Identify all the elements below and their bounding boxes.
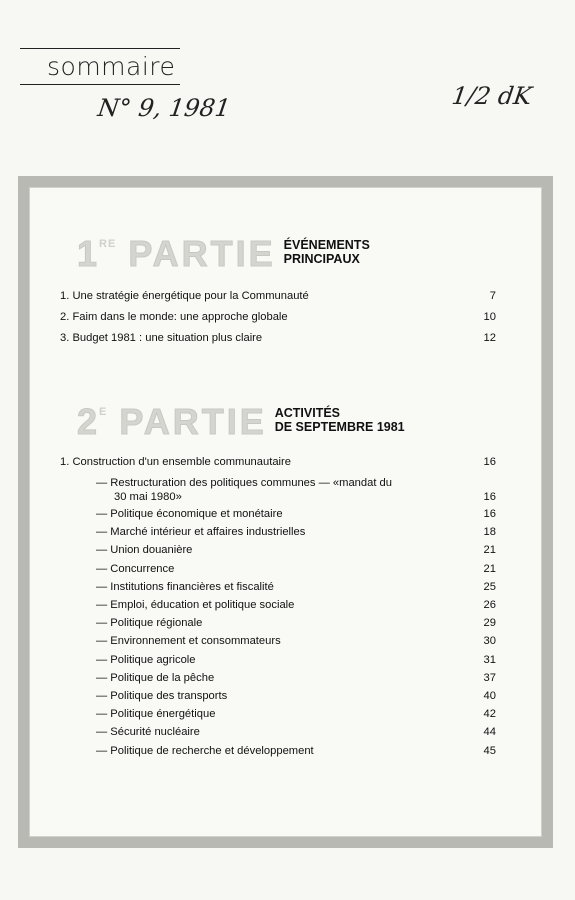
toc-entry-page: 40 xyxy=(483,690,496,702)
toc-section-page: 16 xyxy=(483,456,496,468)
part1-word: PARTIE xyxy=(128,233,276,274)
toc-section-label: 1. Construction d'un ensemble communautaire xyxy=(60,456,291,468)
toc-entry-label: — Politique régionale xyxy=(96,617,203,630)
toc-entry-page: 31 xyxy=(483,653,496,666)
toc-entry-page: 45 xyxy=(483,744,496,757)
toc-entry-label: — Politique agricole xyxy=(96,653,196,666)
toc-entry-label: — Politique économique et monétaire xyxy=(96,508,283,520)
toc-entry-page: 12 xyxy=(483,332,496,344)
header-bottom-rule xyxy=(20,84,180,85)
toc-entry-page: 42 xyxy=(483,708,496,721)
toc-entry-page: 21 xyxy=(483,544,496,557)
part2-word: PARTIE xyxy=(119,401,267,442)
part1-subtitle-line1: ÉVÉNEMENTS xyxy=(283,238,370,252)
part2-number: 2 xyxy=(77,401,98,442)
part2-subtitle xyxy=(275,407,405,434)
part1-heading xyxy=(77,233,370,274)
header-top-rule xyxy=(20,48,180,49)
toc-entry-page: 18 xyxy=(483,526,496,539)
part2-subtitle-line1: ACTIVITÉS xyxy=(274,406,341,420)
handwritten-reference-note: 1/2 dK xyxy=(450,82,534,110)
toc-entry-page: 37 xyxy=(483,671,496,684)
part2-subtitle-line2: DE SEPTEMBRE 1981 xyxy=(274,419,405,434)
toc-entry-page: 44 xyxy=(483,726,496,739)
toc-entry-label: — Politique énergétique xyxy=(96,708,216,721)
toc-entry-page: 7 xyxy=(489,290,496,302)
part2-ordinal-suffix: E xyxy=(99,406,108,418)
toc-entry-page: 29 xyxy=(483,617,496,630)
toc-entry-label: — Politique des transports xyxy=(96,690,228,702)
toc-entry-label: — Environnement et consommateurs xyxy=(96,635,281,648)
toc-entry-label-continued: 30 mai 1980» xyxy=(114,491,182,503)
page-title: sommaire xyxy=(47,52,176,81)
toc-entry-label: — Marché intérieur et affaires industrielles xyxy=(96,526,306,539)
toc-entry-label: 2. Faim dans le monde: une approche globale xyxy=(60,311,288,323)
toc-entry-page: 10 xyxy=(483,311,496,323)
part1-number: 1 xyxy=(77,233,98,274)
toc-entry-label: — Union douanière xyxy=(96,544,193,557)
handwritten-issue-note: N° 9, 1981 xyxy=(96,94,233,122)
toc-entry-label: — Politique de recherche et développement xyxy=(96,744,314,757)
toc-entry-label: 1. Une stratégie énergétique pour la Communauté xyxy=(60,290,309,302)
part2-heading xyxy=(77,401,405,442)
toc-entry-page: 16 xyxy=(483,491,496,503)
toc-entry-label: — Concurrence xyxy=(96,562,175,575)
toc-entry-label: — Sécurité nucléaire xyxy=(96,726,200,739)
toc-entry-page: 26 xyxy=(483,599,496,611)
part1-ordinal-suffix: RE xyxy=(99,238,117,250)
toc-entry-label: 3. Budget 1981 : une situation plus claire xyxy=(60,332,263,344)
toc-entry-page: 16 xyxy=(483,508,496,520)
toc-entry-page: 30 xyxy=(483,635,496,648)
part1-subtitle xyxy=(284,239,370,266)
toc-entry-page: 21 xyxy=(483,562,496,575)
toc-entry-label: — Emploi, éducation et politique sociale xyxy=(96,599,295,611)
part1-subtitle-line2: PRINCIPAUX xyxy=(283,251,360,266)
toc-entry-label: — Restructuration des politiques communes — «mandat du xyxy=(96,477,392,489)
toc-entry-page: 25 xyxy=(483,580,496,593)
toc-entry-label: — Politique de la pêche xyxy=(96,671,215,684)
toc-entry-label: — Institutions financières et fiscalité xyxy=(96,580,274,593)
